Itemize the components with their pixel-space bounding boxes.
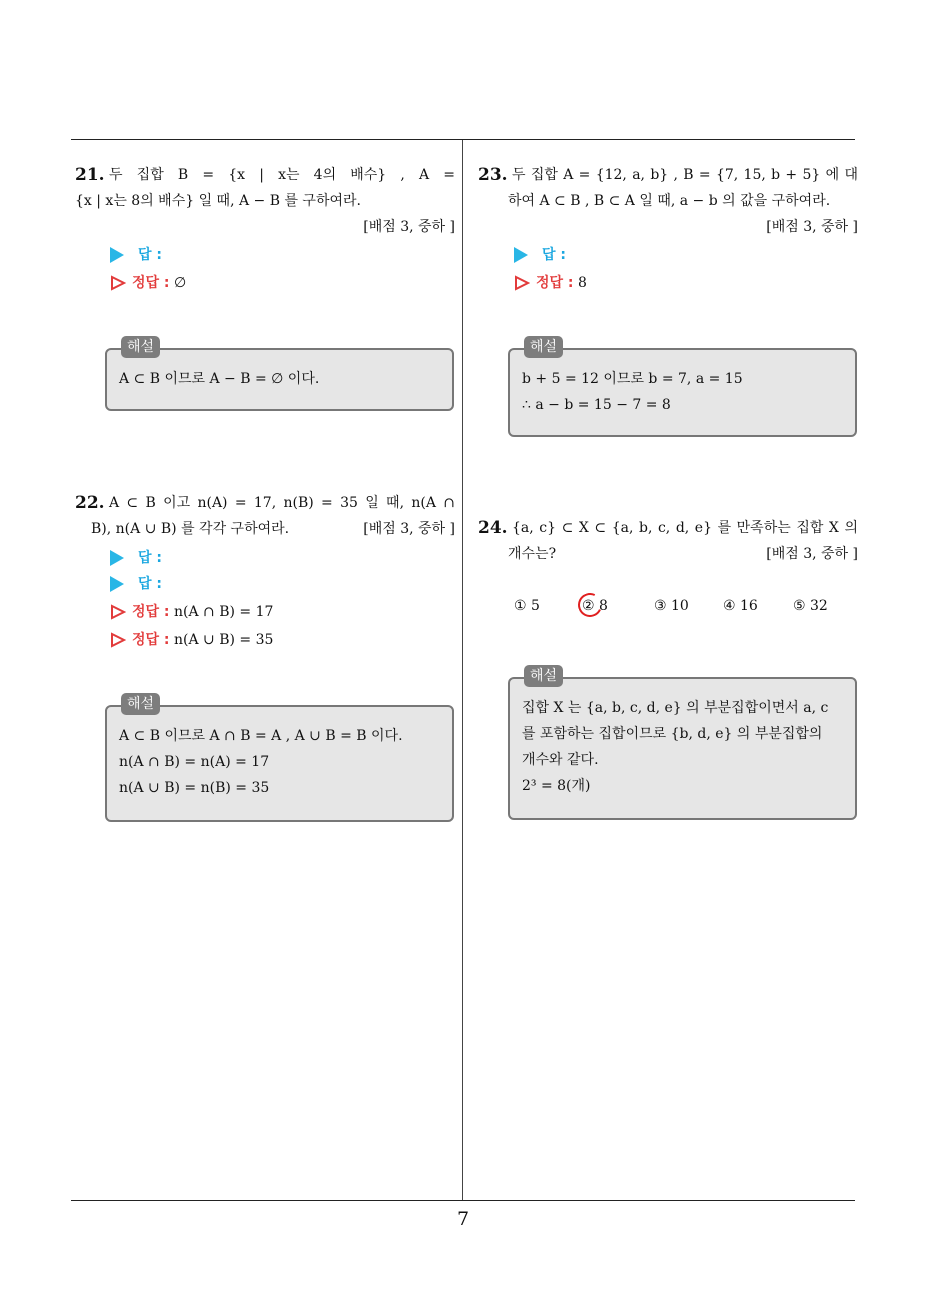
explanation-tag: 해설 <box>121 336 160 358</box>
outline-triangle-icon <box>514 275 530 291</box>
question-22 <box>75 490 455 542</box>
question-23 <box>478 162 858 240</box>
answer-label: 답 : <box>138 550 162 566</box>
question-21 <box>75 162 455 240</box>
question-24 <box>478 515 858 567</box>
key-label: 정답 : <box>132 604 170 620</box>
key-label: 정답 : <box>132 632 170 648</box>
score-info: [배점 3, 중하 ] <box>766 219 858 235</box>
question-number: 21. <box>75 165 105 185</box>
outline-triangle-icon <box>110 604 126 620</box>
question-text-line: {x | x는 8의 배수} 일 때, A − B 를 구하여라. <box>75 193 361 209</box>
choice-3[interactable]: ③ 10 <box>654 598 689 614</box>
question-number: 23. <box>478 165 508 185</box>
explanation-tag: 해설 <box>121 693 160 715</box>
question-text-line: 개수는? <box>508 546 557 562</box>
question-text-line: {a, c} ⊂ X ⊂ {a, b, c, d, e} 를 만족하는 집합 X 의 <box>512 520 858 536</box>
explanation-tag: 해설 <box>524 665 563 687</box>
question-text-line: 두 집합 A = {12, a, b} , B = {7, 15, b + 5} 에 대 <box>512 167 858 183</box>
key-value: 8 <box>577 275 587 291</box>
answer-row <box>110 545 162 571</box>
score-info: [배점 3, 중하 ] <box>363 521 455 537</box>
question-text-line: 하여 A ⊂ B , B ⊂ A 일 때, a − b 의 값을 구하여라. <box>508 193 831 209</box>
outline-triangle-icon <box>110 275 126 291</box>
answer-row <box>110 571 162 597</box>
key-label: 정답 : <box>536 275 574 291</box>
explanation-box <box>508 339 857 437</box>
choice-5[interactable]: ⑤ 32 <box>793 598 828 614</box>
play-triangle-icon <box>514 247 528 263</box>
explanation-line: n(A ∩ B) = n(A) = 17 <box>119 754 270 770</box>
choice-2-label: ② 8 <box>582 598 608 614</box>
bottom-rule <box>71 1200 855 1201</box>
outline-triangle-icon <box>110 632 126 648</box>
question-text-line: 두 집합 B = {x | x는 4의 배수} , A = <box>109 167 455 183</box>
answer-row <box>514 242 566 268</box>
explanation-line: b + 5 = 12 이므로 b = 7, a = 15 <box>522 371 743 387</box>
play-triangle-icon <box>110 576 124 592</box>
answer-label: 답 : <box>542 247 566 263</box>
answer-label: 답 : <box>138 576 162 592</box>
selected-circle-mark <box>575 590 606 621</box>
question-number: 24. <box>478 518 508 538</box>
play-triangle-icon <box>110 550 124 566</box>
key-row <box>110 270 186 296</box>
explanation-line: ∴ a − b = 15 − 7 = 8 <box>522 397 671 413</box>
explanation-line: A ⊂ B 이므로 A ∩ B = A , A ∪ B = B 이다. <box>119 728 403 744</box>
key-row <box>110 627 273 653</box>
key-row <box>514 270 587 296</box>
key-label: 정답 : <box>132 275 170 291</box>
choice-2[interactable] <box>582 593 608 619</box>
explanation-tag: 해설 <box>524 336 563 358</box>
explanation-line: 개수와 같다. <box>522 752 599 768</box>
question-text-line: B), n(A ∪ B) 를 각각 구하여라. <box>91 521 290 537</box>
explanation-line: 2³ = 8(개) <box>522 778 591 794</box>
play-triangle-icon <box>110 247 124 263</box>
key-value: n(A ∩ B) = 17 <box>173 604 274 620</box>
page-number: 7 <box>456 1208 470 1230</box>
answer-row <box>110 242 162 268</box>
choice-list <box>514 593 854 619</box>
explanation-line: 집합 X 는 {a, b, c, d, e} 의 부분집합이면서 a, c <box>522 700 829 716</box>
key-value: n(A ∪ B) = 35 <box>173 632 274 648</box>
key-row <box>110 599 273 625</box>
top-rule <box>71 139 855 140</box>
explanation-box <box>105 696 454 822</box>
question-text-line: A ⊂ B 이고 n(A) = 17, n(B) = 35 일 때, n(A ∩ <box>109 495 455 511</box>
explanation-line: 를 포함하는 집합이므로 {b, d, e} 의 부분집합의 <box>522 726 823 742</box>
key-value: ∅ <box>173 275 187 291</box>
answer-label: 답 : <box>138 247 162 263</box>
column-divider <box>462 140 463 1200</box>
explanation-box <box>105 339 454 411</box>
score-info: [배점 3, 중하 ] <box>363 219 455 235</box>
explanation-line: n(A ∪ B) = n(B) = 35 <box>119 780 270 796</box>
choice-1[interactable]: ① 5 <box>514 598 540 614</box>
choice-4[interactable]: ④ 16 <box>723 598 758 614</box>
question-number: 22. <box>75 493 105 513</box>
explanation-line: A ⊂ B 이므로 A − B = ∅ 이다. <box>119 371 320 387</box>
explanation-box <box>508 668 857 820</box>
score-info: [배점 3, 중하 ] <box>766 546 858 562</box>
